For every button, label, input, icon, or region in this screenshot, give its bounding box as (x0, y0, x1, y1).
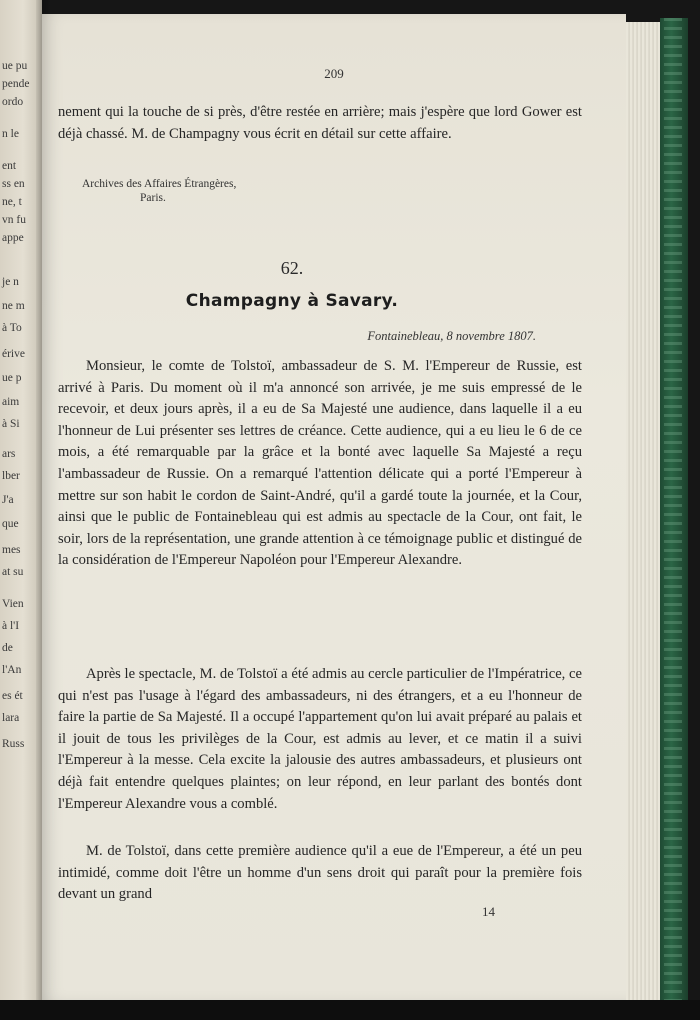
left-page-fragment: J'a (2, 494, 14, 506)
page-edges (622, 22, 664, 1002)
left-page-fragment: ne, t (2, 196, 22, 208)
paragraph-text: Monsieur, le comte de Tolstoï, ambassadeur de S. M. l'Empereur de Russie, est arrivé à Paris. Du moment où il m'a annoncé son arrivée, je me suis empressé de le recevoir, et deux jours après, il a eu de Sa Majesté une audience, dans laquelle il a eu l'honneur de Lui présenter ses lettres de créance. Cette audience, qui a eu lieu le 6 de ce mois, a été remarquable par la grâce et la bonté avec laquelle Sa Majesté a reçu l'ambassadeur de Russie. On a remarqué l'attention délicate qui a porté l'Empereur à mettre sur son habit le cordon de Saint-André, qu'il a gardé toute la journée, et la Cour, ainsi que le public de Fontainebleau qui est admis au spectacle de la Cour, ont fait, le soir, lors de la représentation, une grande attention à ce témoignage public et distingué de la considération de l'Empereur Napoléon pour l'Empereur Alexandre. (58, 358, 582, 569)
source-line-1: Archives des Affaires Étrangères, (82, 178, 237, 190)
left-page-fragment: ue pu (2, 60, 28, 72)
continuation-paragraph: nement qui la touche de si près, d'être restée en arrière; mais j'espère que lord Gower est déjà chassé. M. de Champagny vous écrit en détail sur cette affaire. (58, 104, 582, 142)
dateline: Fontainebleau, 8 novembre 1807. (367, 329, 536, 343)
left-page-fragment: appe (2, 232, 24, 244)
left-page-fragment: ent (2, 160, 17, 172)
left-page-fragment: lber (2, 470, 20, 482)
left-page-fragment: at su (2, 566, 24, 578)
left-page-fragment: que (2, 518, 19, 530)
left-page-fragment: à Si (2, 418, 20, 430)
left-page-fragment: ne m (2, 300, 25, 312)
left-page-fragment: à To (2, 322, 22, 334)
cover-marbling (664, 18, 682, 1008)
bottom-shadow (0, 1000, 700, 1020)
left-page-fragment: ss en (2, 178, 25, 190)
paragraph-text: M. de Tolstoï, dans cette première audience qu'il a eue de l'Empereur, a été un peu intimidé, comme doit l'être un homme d'un sens droit qui paraît pour la première fois devant un grand (58, 843, 582, 903)
left-page-fragment: n le (2, 128, 19, 140)
left-page-fragment: aim (2, 396, 20, 408)
left-page-fragment: lara (2, 712, 20, 724)
paragraph-text: Après le spectacle, M. de Tolstoï a été admis au cercle particulier de l'Impératrice, ce qui n'est pas l'usage à l'égard des ambassadeurs, ni des étrangers, et a eu l'honneur de faire la partie de Sa Majesté. Il a occupé l'appartement qu'on lui avait préparé au palais et il jouit de tous les privilèges de la Cour, est admis au lever, et ce matin il a suivi l'Empereur à la messe. Cela excite la jalousie des autres ambassadeurs, et plusieurs ont déjà fait entendre quelques plaintes; on leur répond, en leur parlant des bontés dont l'Empereur Alexandre vous a comblé. (58, 666, 582, 812)
left-page-fragment: je n (2, 276, 19, 288)
left-page-fragment: à l'I (2, 620, 20, 632)
left-page-fragment: ue p (2, 372, 22, 384)
book-page (42, 14, 626, 1000)
left-page-fragment: l'An (2, 664, 22, 676)
left-page-fragment: es ét (2, 690, 23, 702)
letter-paragraph-3 (58, 841, 582, 906)
left-page-fragment: mes (2, 544, 21, 556)
document-number: 62. (280, 258, 304, 278)
signature-mark: 14 (482, 904, 495, 919)
left-page-fragment: vn fu (2, 214, 26, 226)
left-page-fragment: ars (2, 448, 16, 460)
source-line-2: Paris. (140, 192, 166, 204)
document-title: Champagny à Savary. (185, 291, 399, 311)
left-page-fragment: ordo (2, 96, 24, 108)
left-page-fragment: érive (2, 348, 25, 360)
page-number: 209 (324, 66, 344, 81)
left-page-fragment: pende (2, 78, 30, 90)
letter-paragraph-1 (58, 356, 582, 572)
left-page-fragment: Vien (2, 598, 24, 610)
left-page-fragment: de (2, 642, 13, 654)
left-page-fragment: Russ (2, 738, 25, 750)
letter-paragraph-2 (58, 664, 582, 815)
